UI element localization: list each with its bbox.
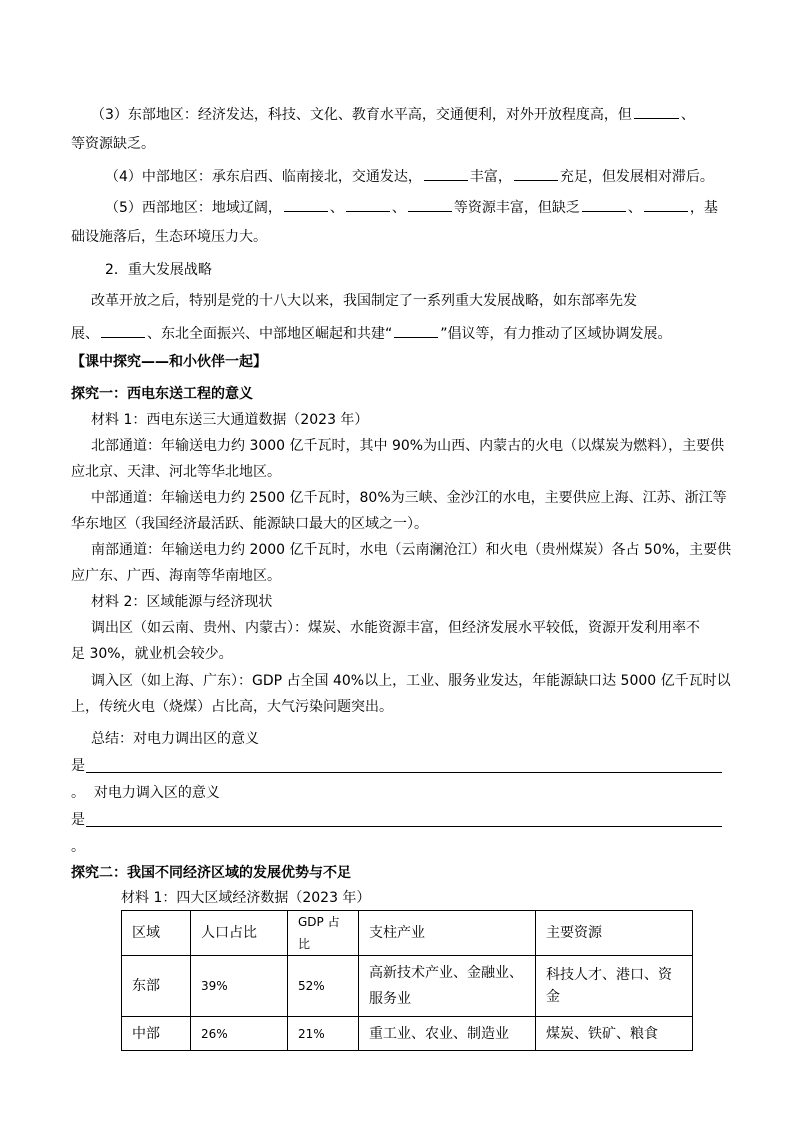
fill-blank[interactable] xyxy=(644,197,688,212)
strategy-heading: 2．重大发展战略 xyxy=(105,262,212,278)
table-header-row xyxy=(122,911,693,956)
table-header-cell: 区域 xyxy=(122,911,191,956)
fill-blank[interactable] xyxy=(582,197,626,212)
fill-blank[interactable] xyxy=(514,166,558,181)
import-region-line-1: 调入区（如上海、广东）：GDP 占全国 40%以上，工业、服务业发达，年能源缺口达 5000 亿千瓦时以 xyxy=(91,673,731,689)
answer-line-1[interactable] xyxy=(86,772,722,773)
strategy-line-2: 展、 、东北全面振兴、中部地区崛起和共建“ ”倡议等，有力推动了区域协调发展。 xyxy=(71,323,672,343)
table-header-cell: GDP 占比 xyxy=(288,911,359,956)
table-cell: 高新技术产业、金融业、服务业 xyxy=(359,956,536,1017)
fill-blank[interactable] xyxy=(408,197,452,212)
table-header-cell: 主要资源 xyxy=(536,911,693,956)
answer-line-2[interactable] xyxy=(86,826,722,827)
table-cell: 39% xyxy=(191,956,288,1017)
section-title: 【课中探究——和小伙伴一起】 xyxy=(71,354,267,370)
answer-label-2: 是 xyxy=(71,812,85,828)
answer-label-1: 是 xyxy=(71,758,85,774)
west-region-line-2: 础设施落后，生态环境压力大。 xyxy=(71,229,267,245)
table-cell: 中部 xyxy=(122,1017,191,1051)
middle-channel-line-2: 华东地区（我国经济最活跃、能源缺口最大的区域之一）。 xyxy=(71,516,428,532)
explore2-material1-title: 材料 1：四大区域经济数据（2023 年） xyxy=(121,890,371,906)
table-cell: 科技人才、港口、资金 xyxy=(536,956,693,1017)
middle-channel-line-1: 中部通道：年输送电力约 2500 亿千瓦时，80%为三峡、金沙江的水电，主要供应上海、江苏、浙江等 xyxy=(91,490,727,506)
fill-blank[interactable] xyxy=(346,197,390,212)
fill-blank[interactable] xyxy=(424,166,468,181)
table-cell: 52% xyxy=(288,956,359,1017)
table-cell: 21% xyxy=(288,1017,359,1051)
table-row xyxy=(122,956,693,1017)
table-header-cell: 支柱产业 xyxy=(359,911,536,956)
table-cell: 26% xyxy=(191,1017,288,1051)
table-cell: 东部 xyxy=(122,956,191,1017)
table-header-cell: 人口占比 xyxy=(191,911,288,956)
export-region-line-1: 调出区（如云南、贵州、内蒙古）：煤炭、水能资源丰富，但经济发展水平较低，资源开发利用率不 xyxy=(91,620,700,636)
answer-period-2: 。 xyxy=(71,839,85,855)
answer-period-1: 。 对电力调入区的意义 xyxy=(71,785,220,801)
fill-blank[interactable] xyxy=(284,197,328,212)
north-channel-line-1: 北部通道：年输送电力约 3000 亿千瓦时，其中 90%为山西、内蒙古的火电（以煤炭为燃料），主要供 xyxy=(91,438,725,454)
fill-blank[interactable] xyxy=(101,323,145,338)
west-region-line-1: （5）西部地区：地域辽阔， 、 、 等资源丰富，但缺乏 、 ，基 xyxy=(105,197,718,217)
east-region-line-1: （3）东部地区：经济发达，科技、文化、教育水平高，交通便利，对外开放程度高，但 、 xyxy=(91,104,695,124)
south-channel-line-1: 南部通道：年输送电力约 2000 亿千瓦时，水电（云南澜沧江）和火电（贵州煤炭）各占 50%，主要供 xyxy=(91,542,732,558)
fill-blank[interactable] xyxy=(394,323,438,338)
explore2-title: 探究二：我国不同经济区域的发展优势与不足 xyxy=(71,865,351,881)
table-row xyxy=(122,1017,693,1051)
explore1-material1-title: 材料 1：西电东送三大通道数据（2023 年） xyxy=(91,412,369,428)
north-channel-line-2: 应北京、天津、河北等华北地区。 xyxy=(71,464,281,480)
fill-blank[interactable] xyxy=(634,104,679,119)
table-cell: 重工业、农业、制造业 xyxy=(359,1017,536,1051)
central-region-line: （4）中部地区：承东启西、临南接北，交通发达， 丰富， 充足，但发展相对滞后。 xyxy=(105,166,714,186)
summary-label: 总结：对电力调出区的意义 xyxy=(91,731,259,747)
import-region-line-2: 上，传统火电（烧煤）占比高，大气污染问题突出。 xyxy=(71,699,393,715)
table-cell: 煤炭、铁矿、粮食 xyxy=(536,1017,693,1051)
south-channel-line-2: 应广东、广西、海南等华南地区。 xyxy=(71,568,281,584)
strategy-line-1: 改革开放之后，特别是党的十八大以来，我国制定了一系列重大发展战略，如东部率先发 xyxy=(91,293,637,309)
east-region-line-2: 等资源缺乏。 xyxy=(71,136,155,152)
explore1-title: 探究一：西电东送工程的意义 xyxy=(71,386,253,402)
explore1-material2-title: 材料 2：区域能源与经济现状 xyxy=(91,594,273,610)
region-data-table xyxy=(121,910,693,1051)
export-region-line-2: 足 30%，就业机会较少。 xyxy=(71,646,233,662)
